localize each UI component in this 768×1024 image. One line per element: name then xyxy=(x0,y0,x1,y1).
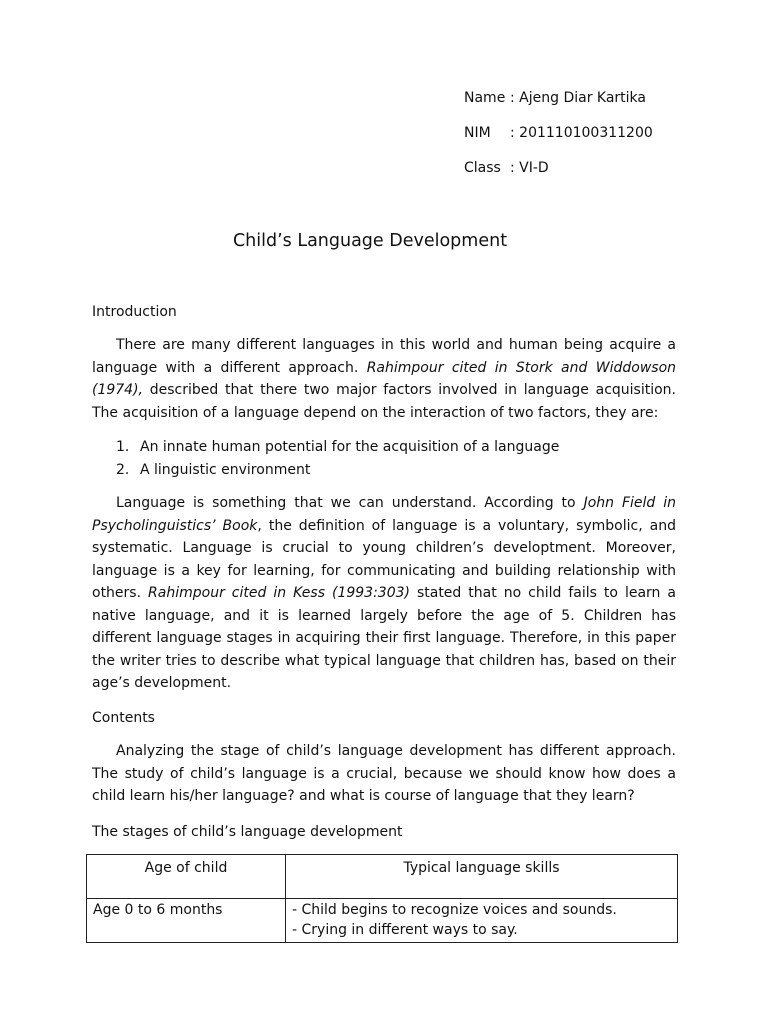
class-value: : VI-D xyxy=(510,160,549,176)
name-value: : Ajeng Diar Kartika xyxy=(510,90,647,106)
list-item-number: 2. xyxy=(116,461,130,478)
table-header-skills: Typical language skills xyxy=(286,855,678,899)
skill-line: - Child begins to recognize voices and sounds. xyxy=(292,902,617,918)
stages-table xyxy=(86,854,678,943)
table-cell-skills xyxy=(286,899,678,943)
student-info xyxy=(464,88,754,193)
nim-row xyxy=(464,123,754,158)
list-item-number: 1. xyxy=(116,439,130,455)
table-header-age: Age of child xyxy=(87,855,286,899)
list-item-text: An innate human potential for the acquisition of a language xyxy=(140,439,560,455)
table-header-row xyxy=(87,855,678,899)
introduction-paragraph-1 xyxy=(92,334,676,424)
name-label: Name xyxy=(464,90,506,106)
introduction-heading: Introduction xyxy=(92,304,177,320)
intro-p2-text-c: stated that no child fails to learn a native language, and it is learned largely before the age of 5. Children has different language stages in acquiring their first language. Therefore, in this paper the writer tries to describe what typical language that children has, based on their age’s development. xyxy=(92,585,676,691)
intro-p2-citation-2: Rahimpour cited in Kess (1993:303) xyxy=(148,585,410,601)
introduction-paragraph-2 xyxy=(92,492,676,695)
intro-p2-citation-1: John Field in Psycholinguistics’ Book xyxy=(92,495,676,534)
list-item-text: A linguistic environment xyxy=(140,461,311,478)
skill-line: - Crying in different ways to say. xyxy=(292,922,518,938)
class-row xyxy=(464,158,754,193)
intro-p1-text-a: There are many different languages in this world and human being acquire a language with a different approach. xyxy=(92,337,676,376)
intro-p2-text-b: , the definition of language is a voluntary, symbolic, and systematic. Language is crucial to young children’s developtment. Moreover, language is a key for learning, for communicating and building relationship with others. xyxy=(92,517,676,601)
intro-p1-citation: Rahimpour cited in Stork and Widdowson (1974), xyxy=(92,359,677,398)
table-cell-age: Age 0 to 6 months xyxy=(87,899,286,943)
stages-heading: The stages of child’s language development xyxy=(92,824,403,840)
intro-p2-text-a: Language is something that we can understand. According to xyxy=(116,495,584,511)
list-item xyxy=(116,459,676,482)
contents-paragraph: Analyzing the stage of child’s language development has different approach. The study of child’s language is a crucial, because we should know how does a child learn his/her language? and what is course of language that they learn? xyxy=(92,743,676,804)
factors-list xyxy=(116,436,676,481)
nim-label: NIM xyxy=(464,125,491,141)
nim-value: : 201110100311200 xyxy=(510,125,653,141)
intro-p1-text-b: described that there two major factors involved in language acquisition. The acquisition of a language depend on the interaction of two factors, they are: xyxy=(92,382,676,421)
name-row xyxy=(464,88,754,123)
class-label: Class xyxy=(464,160,501,176)
table-row xyxy=(87,899,678,943)
contents-heading: Contents xyxy=(92,710,155,726)
list-item xyxy=(116,436,676,459)
document-title: Child’s Language Development xyxy=(232,231,508,251)
